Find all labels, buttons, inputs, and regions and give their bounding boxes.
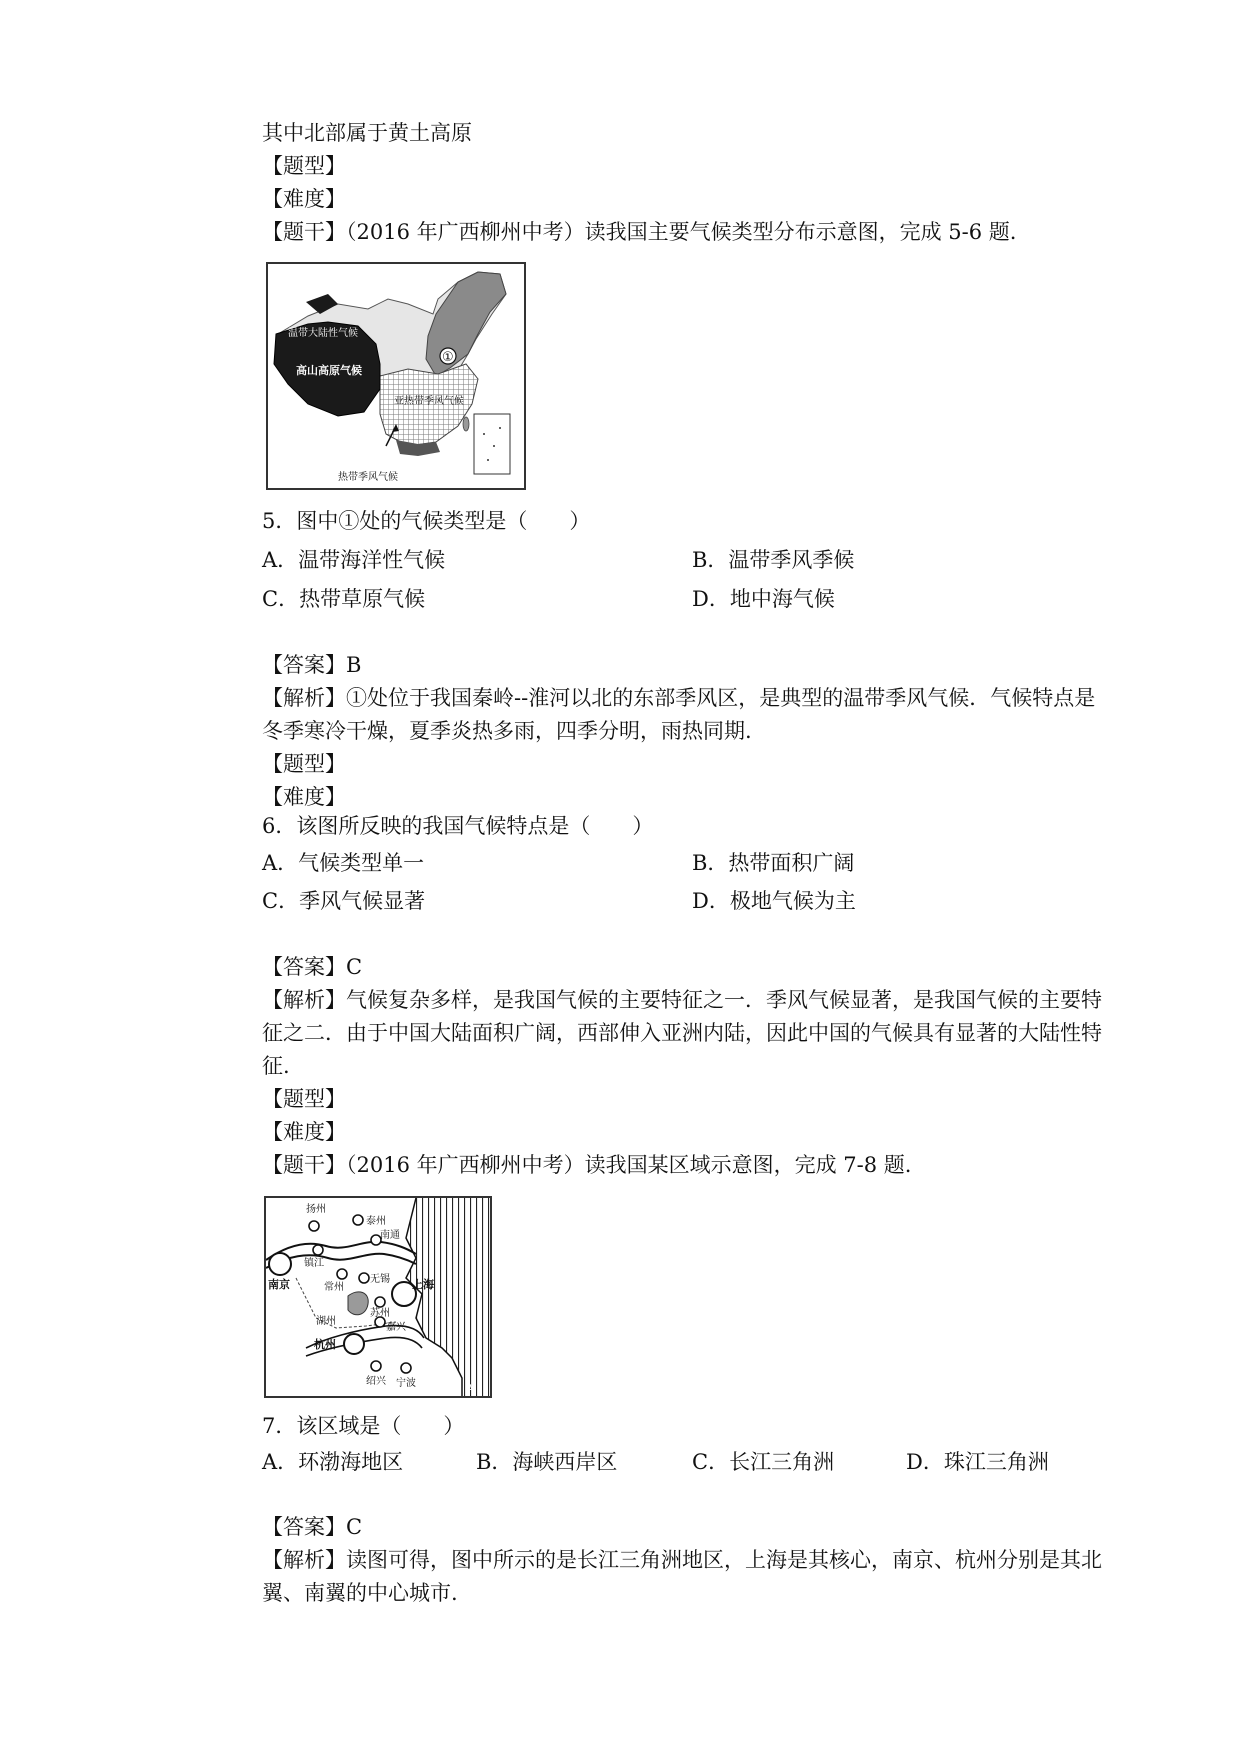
taiwan xyxy=(463,417,469,431)
q5-option-d: D．地中海气候 xyxy=(692,587,835,611)
climate-map-figure xyxy=(266,262,526,490)
sea-area xyxy=(406,1198,490,1396)
q6-option-b: B．热带面积广阔 xyxy=(692,851,855,875)
q5-analysis-1: 【解析】①处位于我国秦岭--淮河以北的东部季风区，是典型的温带季风气候．气候特点是 xyxy=(262,686,1096,710)
stem-7-8: 【题干】（2016 年广西柳州中考）读我国某区域示意图，完成 7-8 题. xyxy=(262,1153,912,1177)
city-yangzhou: 扬州 xyxy=(306,1204,326,1215)
city-hangzhou: 杭州 xyxy=(314,1338,336,1351)
q7-answer: 【答案】C xyxy=(262,1515,363,1539)
q6-difficulty-label: 【难度】 xyxy=(262,1120,346,1144)
q7-option-a: A．环渤海地区 xyxy=(262,1450,404,1474)
q6-option-d: D．极地气候为主 xyxy=(692,889,856,913)
q7-option-b: B．海峡西岸区 xyxy=(476,1450,618,1474)
city-ningbo: 宁波 xyxy=(396,1378,416,1389)
q5-option-c: C．热带草原气候 xyxy=(262,587,426,611)
region-map xyxy=(266,1198,490,1396)
q5-option-b: B．温带季风季候 xyxy=(692,548,855,572)
south-china-sea-inset xyxy=(474,414,510,474)
q6-type-label: 【题型】 xyxy=(262,1087,346,1111)
q6-option-c: C．季风气候显著 xyxy=(262,889,426,913)
corner-mark: A xyxy=(466,1382,474,1395)
city-nantong: 南通 xyxy=(380,1230,400,1241)
q7-option-d: D．珠江三角洲 xyxy=(906,1450,1049,1474)
city-wuxi: 无锡 xyxy=(370,1274,390,1285)
label-subtropical-monsoon: 亚热带季风气候 xyxy=(394,396,464,407)
city-jiaxing: 嘉兴 xyxy=(386,1322,406,1333)
q6-option-a: A．气候类型单一 xyxy=(262,851,425,875)
label-tropical-monsoon: 热带季风气候 xyxy=(338,472,398,483)
taihu-lake xyxy=(348,1292,368,1315)
region-map-figure xyxy=(264,1196,492,1398)
label-plateau-mountain: 高山高原气候 xyxy=(296,364,362,377)
q7-option-c: C．长江三角洲 xyxy=(692,1450,835,1474)
city-huzhou: 湖州 xyxy=(316,1316,336,1327)
q7-question: 7．该区域是（ ） xyxy=(262,1414,465,1438)
intro-line: 其中北部属于黄土高原 xyxy=(262,121,472,145)
marker-1: ① xyxy=(442,350,454,365)
q5-answer: 【答案】B xyxy=(262,653,362,677)
city-shanghai: 上海 xyxy=(412,1278,434,1291)
city-zhenjiang: 镇江 xyxy=(304,1258,324,1269)
climate-map xyxy=(268,264,524,488)
temperate-monsoon-zone xyxy=(426,272,506,376)
q6-answer: 【答案】C xyxy=(262,955,363,979)
city-changzhou: 常州 xyxy=(324,1282,344,1293)
city-nanjing: 南京 xyxy=(268,1278,290,1291)
q6-question: 6．该图所反映的我国气候特点是（ ） xyxy=(262,814,654,838)
city-taizhou: 泰州 xyxy=(366,1216,386,1227)
difficulty-label-1: 【难度】 xyxy=(262,187,346,211)
q7-analysis-2: 翼、南翼的中心城市. xyxy=(262,1581,458,1605)
q6-analysis-1: 【解析】气候复杂多样，是我国气候的主要特征之一．季风气候显著，是我国气候的主要特 xyxy=(262,988,1102,1012)
q5-analysis-2: 冬季寒冷干燥，夏季炎热多雨，四季分明，雨热同期. xyxy=(262,719,752,743)
stem-5-6: 【题干】（2016 年广西柳州中考）读我国主要气候类型分布示意图，完成 5-6 题. xyxy=(262,220,1017,244)
q7-analysis-1: 【解析】读图可得，图中所示的是长江三角洲地区，上海是其核心，南京、杭州分别是其北 xyxy=(262,1548,1102,1572)
q5-type-label: 【题型】 xyxy=(262,752,346,776)
city-shaoxing: 绍兴 xyxy=(366,1376,386,1387)
q6-analysis-3: 征. xyxy=(262,1054,290,1078)
q5-difficulty-label: 【难度】 xyxy=(262,785,346,809)
q5-question: 5．图中①处的气候类型是（ ） xyxy=(262,509,591,533)
label-temperate-continental: 温带大陆性气候 xyxy=(288,328,358,339)
city-suzhou: 苏州 xyxy=(370,1308,390,1319)
q5-option-a: A．温带海洋性气候 xyxy=(262,548,446,572)
type-label-1: 【题型】 xyxy=(262,154,346,178)
q6-analysis-2: 征之二．由于中国大陆面积广阔，西部伸入亚洲内陆，因此中国的气候具有显著的大陆性特 xyxy=(262,1021,1102,1045)
